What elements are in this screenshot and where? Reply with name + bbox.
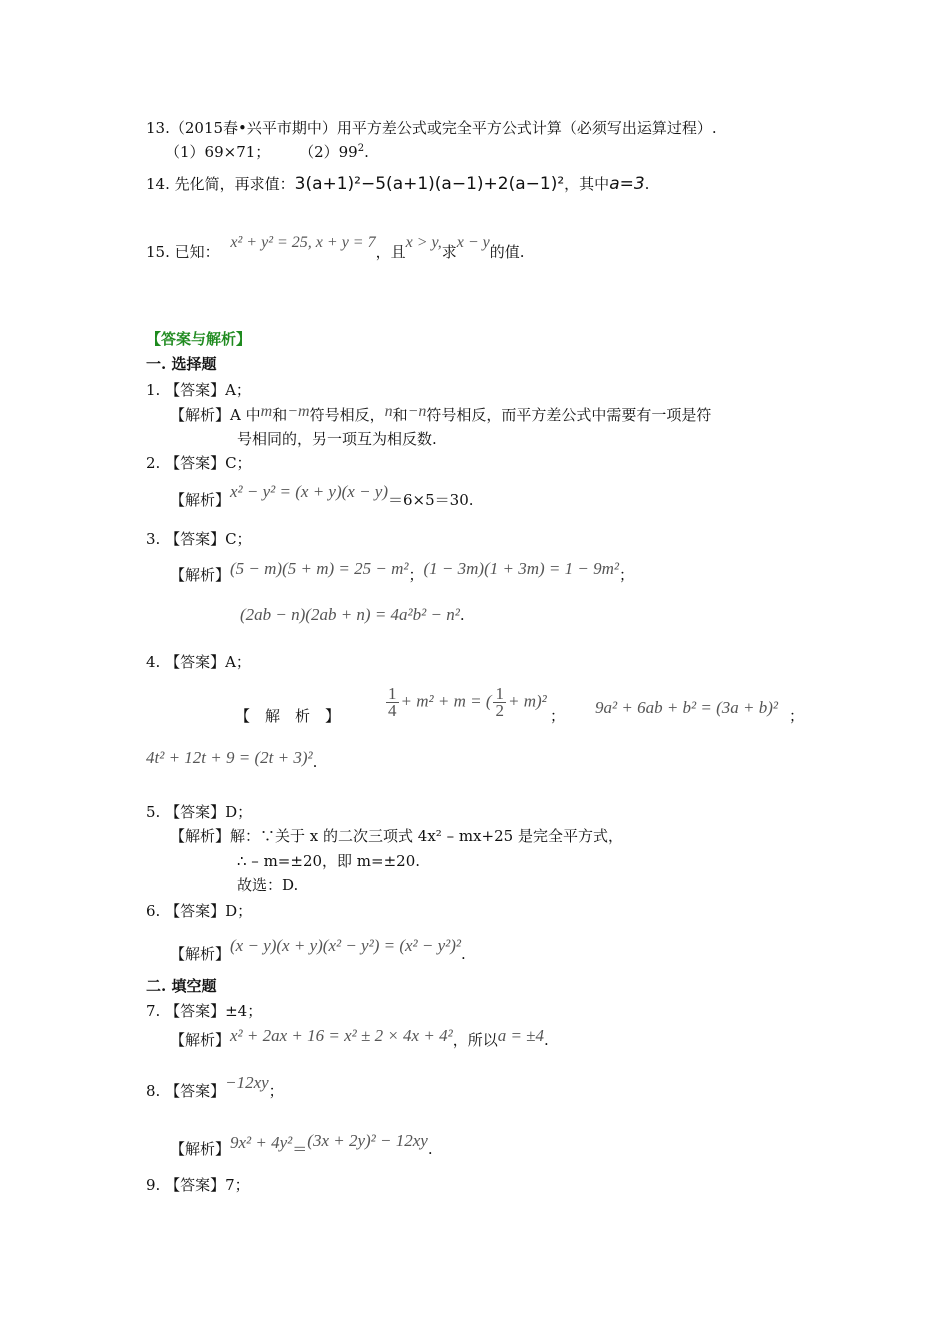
- a8-eq: ＝: [292, 1140, 308, 1158]
- q13-line1: 13.（2015春•兴平市期中）用平方差公式或完全平方公式计算（必须写出运算过程）.: [146, 119, 717, 137]
- a4-sep1: ；: [550, 707, 566, 725]
- q13-p2-prefix: （2）99: [299, 143, 358, 161]
- a8-end: .: [427, 1140, 433, 1158]
- section-choice-title: 一. 选择题: [146, 355, 217, 373]
- a1-exp-text-c: 符号相反，而平方差公式中需要有一项是符: [426, 406, 712, 424]
- a1-exp-label: 【解析】: [170, 406, 231, 424]
- a1-m: m: [260, 403, 273, 420]
- a5-line1-text: 解：∵关于 x 的二次三项式 4x² – mx+25 是完全平方式，: [230, 827, 623, 845]
- q14-condition: a=3: [609, 174, 645, 194]
- a8-value: −12xy: [225, 1073, 269, 1092]
- a7-end: .: [544, 1031, 549, 1049]
- a4-frac1: [386, 686, 399, 719]
- a4-expr2: 9a² + 6ab + b² = (3a + b)²: [595, 698, 778, 717]
- q14-prefix: 14. 先化简，再求值：: [146, 175, 295, 193]
- a1-exp-text-b: 符号相反，: [309, 406, 385, 424]
- a7-expr2: a = ±4: [497, 1026, 545, 1045]
- a9-answer: 9. 【答案】7；: [146, 1176, 250, 1194]
- q15-prefix: 15. 已知：: [146, 243, 220, 261]
- a2-explanation: [170, 482, 474, 510]
- a6-end: .: [461, 945, 466, 963]
- a3-expr1: (5 − m)(5 + m) = 25 − m²: [230, 559, 409, 578]
- a4-end: .: [312, 753, 318, 771]
- a4-frac2-num: 1: [495, 684, 504, 703]
- a3-answer: 3. 【答案】C；: [146, 530, 252, 548]
- q14-expression: 3(a+1)²−5(a+1)(a−1)+2(a−1)²: [294, 174, 565, 194]
- q15-end: 的值.: [489, 243, 525, 261]
- a8-sep: ；: [268, 1082, 284, 1100]
- a4-expr1-end: + m)²: [507, 691, 547, 711]
- a4-expr3: 4t² + 12t + 9 = (2t + 3)²: [146, 748, 313, 767]
- q13-part1: [165, 142, 369, 162]
- q13-p2: [299, 143, 369, 161]
- a3-explanation-line1: [170, 559, 634, 585]
- a5-explanation-line3: 故选：D.: [237, 876, 299, 894]
- a5-explanation-line1: [170, 826, 623, 846]
- q15-mid2: 求: [441, 243, 457, 261]
- a2-expression: x² − y² = (x + y)(x − y): [230, 482, 389, 501]
- a3-expr2: (1 − 3m)(1 + 3m) = 1 − 9m²: [423, 559, 619, 578]
- answers-header: 【答案与解析】: [146, 330, 252, 348]
- q13-p1: （1）69×71；: [165, 143, 271, 161]
- a4-frac2: [493, 686, 506, 719]
- a7-exp-label: 【解析】: [170, 1031, 231, 1049]
- q14-end: .: [644, 175, 650, 193]
- a1-explanation-line2: 号相同的，另一项互为相反数.: [237, 430, 437, 448]
- a6-exp-label: 【解析】: [170, 945, 231, 963]
- a7-expr1: x² + 2ax + 16 = x² ± 2 × 4x + 4²: [230, 1026, 453, 1045]
- a2-exp-label: 【解析】: [170, 491, 231, 509]
- a2-answer: 2. 【答案】C；: [146, 454, 252, 472]
- a8-answer-label: 8. 【答案】: [146, 1082, 226, 1100]
- a4-expr1-mid: + m² + m = (: [400, 691, 492, 711]
- q15-expr1: x² + y² = 25, x + y = 7: [230, 234, 376, 251]
- a4-exp-label: 【 解 析 】: [235, 707, 341, 725]
- section-fill-title: 二. 填空题: [146, 977, 217, 995]
- q15-expr3: x − y: [456, 234, 490, 251]
- a1-and1: 和: [272, 406, 288, 424]
- a7-explanation: [170, 1026, 549, 1050]
- a5-answer: 5. 【答案】D；: [146, 803, 253, 821]
- a3-expr3: (2ab − n)(2ab + n) = 4a²b² − n²: [240, 605, 460, 624]
- a7-mid: ，所以: [452, 1031, 498, 1049]
- a8-expr1: 9x² + 4y²: [230, 1133, 293, 1152]
- q15-mid1: ，且: [375, 243, 406, 261]
- a4-answer: 4. 【答案】A；: [146, 653, 251, 671]
- a3-explanation-line2: [240, 605, 465, 625]
- q14: [146, 174, 649, 194]
- a1-negm: −m: [287, 403, 310, 420]
- q15-expr2: x > y,: [405, 234, 442, 251]
- a4-frac1-num: 1: [388, 684, 397, 703]
- a8-answer: [146, 1073, 284, 1101]
- a6-expression: (x − y)(x + y)(x² − y²) = (x² − y²)²: [230, 936, 462, 955]
- a3-sep2: ；: [618, 566, 634, 584]
- a4-expr1: [384, 686, 547, 719]
- a6-answer: 6. 【答案】D；: [146, 902, 253, 920]
- a3-end: .: [459, 606, 465, 624]
- a4-frac2-den: 2: [495, 701, 504, 720]
- a8-explanation: [170, 1131, 433, 1159]
- q14-mid: ，其中: [564, 175, 610, 193]
- a2-tail: ＝6×5＝30.: [388, 491, 474, 509]
- a1-and2: 和: [392, 406, 408, 424]
- q13-p2-exp: 2: [357, 143, 365, 154]
- a5-explanation-line2: ∴ – m=±20，即 m=±20.: [237, 852, 421, 870]
- q13-p2-end: .: [364, 143, 369, 161]
- a5-exp-label: 【解析】: [170, 827, 231, 845]
- a8-expr2: (3x + 2y)² − 12xy: [307, 1131, 428, 1150]
- a4-line2: [146, 748, 318, 772]
- a1-answer: 1. 【答案】A；: [146, 381, 251, 399]
- a3-sep1: ；: [408, 566, 424, 584]
- a1-negn: −n: [407, 403, 427, 420]
- a3-exp-label: 【解析】: [170, 566, 231, 584]
- a8-exp-label: 【解析】: [170, 1140, 231, 1158]
- a4-sep2: ；: [789, 707, 805, 725]
- q15: [146, 234, 525, 263]
- a1-n: n: [384, 403, 393, 420]
- a4-frac1-den: 4: [388, 701, 397, 720]
- a1-explanation-line1: [170, 405, 711, 426]
- a7-answer: 7. 【答案】±4；: [146, 1002, 263, 1020]
- a6-explanation: [170, 936, 466, 964]
- a1-exp-text-a: A 中: [230, 406, 261, 424]
